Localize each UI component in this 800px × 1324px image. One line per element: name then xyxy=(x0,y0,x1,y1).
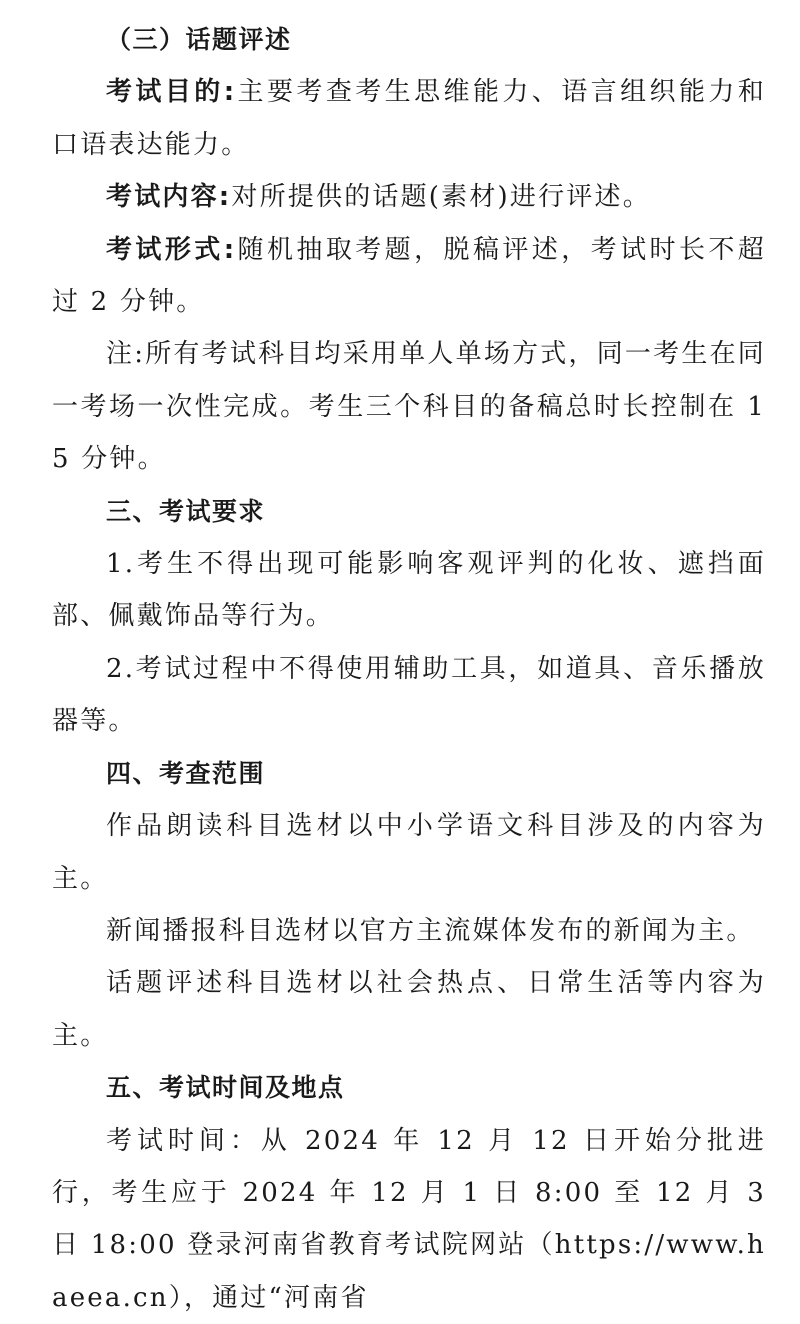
note-paragraph: 注:所有考试科目均采用单人单场方式，同一考生在同一考场一次性完成。考生三个科目的备稿总时长控制在 15 分钟。 xyxy=(52,339,766,475)
exam-time-paragraph: 考试时间：从 2024 年 12 月 12 日开始分批进行，考生应于 2024 年 12 月 1 日 8:00 至 12 月 3 日 18:00 登录河南省教育考试院网站（https://www.haeea.cn），通过“河南省 xyxy=(52,1125,766,1313)
exam-purpose-paragraph xyxy=(52,66,766,171)
exam-content-text: 对所提供的话题(素材)进行评述。 xyxy=(231,182,651,213)
subsection-heading-topic-commentary: （三）话题评述 xyxy=(106,25,292,54)
section-heading-scope: 四、考查范围 xyxy=(106,758,266,788)
exam-purpose-text: 主要考查考生思维能力、语言组织能力和口语表达能力。 xyxy=(52,77,766,160)
exam-format-text: 随机抽取考题，脱稿评述，考试时长不超过 2 分钟。 xyxy=(52,234,766,318)
section-heading-time-place: 五、考试时间及地点 xyxy=(106,1073,345,1103)
exam-content-label: 考试内容: xyxy=(106,182,232,213)
requirement-item-1: 1.考生不得出现可能影响客观评判的化妆、遮挡面部、佩戴饰品等行为。 xyxy=(52,549,766,632)
section-heading-requirements: 三、考试要求 xyxy=(106,496,266,526)
exam-content-paragraph xyxy=(52,171,766,223)
scope-item-topic: 话题评述科目选材以社会热点、日常生活等内容为主。 xyxy=(52,968,766,1051)
scope-item-reading: 作品朗读科目选材以中小学语文科目涉及的内容为主。 xyxy=(52,811,766,894)
scope-item-news: 新闻播报科目选材以官方主流媒体发布的新闻为主。 xyxy=(106,915,755,946)
exam-format-label: 考试形式: xyxy=(106,234,237,265)
exam-purpose-label: 考试目的: xyxy=(106,77,237,108)
document-page xyxy=(52,14,766,1324)
exam-format-paragraph xyxy=(52,224,766,329)
requirement-item-2: 2.考试过程中不得使用辅助工具，如道具、音乐播放器等。 xyxy=(52,653,766,737)
